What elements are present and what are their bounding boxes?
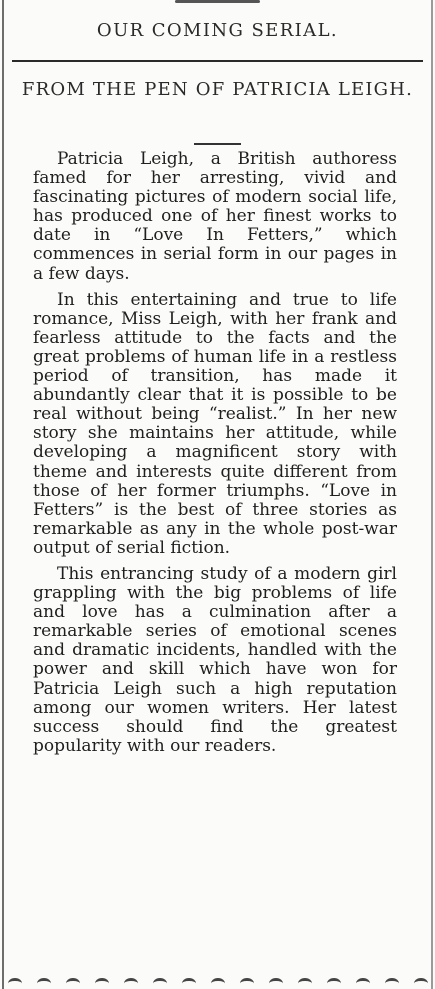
bottom-ornament [0, 975, 435, 989]
paragraph-1: Patricia Leigh, a British authoress famed for her arresting, vivid and fascinating pictures of modern social life, has produced one of her finest works to date in “Love In Fetters,” which commences in serial form in our pages in a few days. [33, 149, 397, 284]
headline-divider [12, 60, 423, 62]
subheadline: FROM THE PEN OF PATRICIA LEIGH. [21, 79, 414, 100]
article-body [33, 150, 397, 763]
headline: OUR COMING SERIAL. [96, 20, 339, 41]
paragraph-2: In this entertaining and true to life romance, Miss Leigh, with her frank and fearless attitude to the facts and the great problems of human life in a restless period of transition, has made it abundantly clear that it is possible to be real without being “realist.” In her new story she maintains her attitude, while developing a magnificent story with theme and interests quite different from those of her former triumphs. “Love in Fetters” is the best of three stories as remarkable as any in the whole post-war output of serial fiction. [33, 289, 397, 558]
column-border-left [2, 0, 4, 989]
top-ornament [175, 0, 260, 3]
subheadline-divider [194, 143, 241, 145]
paragraph-3: This entrancing study of a modern girl grappling with the big problems of life and love has a culmination after a remarkable series of emotional scenes and dramatic incidents, handled with the power and skill which have won for Patricia Leigh such a high reputation among our women writers. Her latest success should find the greatest popularity with our readers. [33, 563, 397, 756]
column-border-right [431, 0, 433, 989]
